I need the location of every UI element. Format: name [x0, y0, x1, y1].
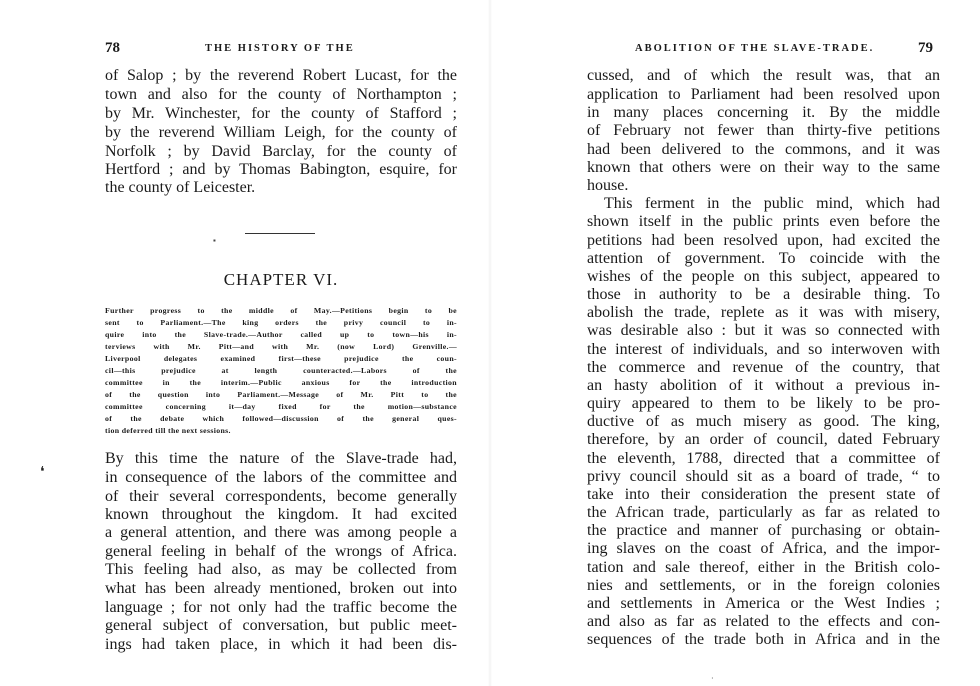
text-line: was desirable also : but it was so connected with	[587, 322, 940, 339]
ink-speck: ▪	[213, 236, 216, 245]
running-head: ABOLITION OF THE SLAVE-TRADE.	[635, 43, 875, 54]
chapter-summary-line: of the question into Parliament.—Message of Mr. Pitt to the	[105, 390, 457, 399]
page-number: 79	[918, 40, 933, 56]
text-line: attention of government. To coincide with the	[587, 250, 940, 267]
text-line: nies and settlements, or in the foreign colonies	[587, 577, 940, 594]
text-line: tation and sale thereof, either in the British colo-	[587, 559, 940, 576]
running-head: THE HISTORY OF THE	[205, 43, 355, 54]
ink-speck: ·	[711, 674, 714, 683]
text-line: Norfolk ; by David Barclay, for the county of	[105, 143, 457, 160]
text-line: of Salop ; by the reverend Robert Lucast, for the	[105, 67, 457, 84]
text-line: application to Parliament had been resolved upon	[587, 86, 940, 103]
chapter-summary-line: committee in the interim.—Public anxious for the introduction	[105, 378, 457, 387]
text-line: therefore, by an order of council, dated February	[587, 431, 940, 448]
text-line: take into their consideration the present state of	[587, 486, 940, 503]
chapter-title: CHAPTER VI.	[223, 270, 339, 289]
text-line: quiry appeared to them to be likely to be pro-	[587, 395, 940, 412]
chapter-summary-line: sent to Parliament.—The king orders the privy council to in-	[105, 318, 457, 327]
chapter-summary-line: cil—this prejudice at length counteracted.—Labors of the	[105, 366, 457, 375]
text-line: the practice and manner of purchasing or obtain-	[587, 522, 940, 539]
text-line: general subject of conversation, but public meet-	[105, 617, 457, 634]
chapter-summary-line: Liverpool delegates examined first—these prejudice the coun-	[105, 354, 457, 363]
text-line: a general attention, and there was among people a	[105, 524, 457, 541]
text-line: ing slaves on the coast of Africa, and the impor-	[587, 540, 940, 557]
text-line: by the reverend William Leigh, for the county of	[105, 124, 457, 141]
chapter-summary-line: terviews with Mr. Pitt—and with Mr. (now Lord) Grenville.—	[105, 342, 457, 351]
chapter-summary-line: Further progress to the middle of May.—Petitions begin to be	[105, 306, 457, 315]
text-line: the eleventh, 1788, directed that a committee of	[587, 450, 940, 467]
text-line: This ferment in the public mind, which had	[604, 195, 940, 212]
text-line: the county of Leicester.	[105, 179, 256, 196]
text-line: By this time the nature of the Slave-trade had,	[105, 450, 457, 467]
text-line: what has been already mentioned, broken out into	[105, 580, 457, 597]
text-line: the commerce and revenue of the country, that	[587, 359, 940, 376]
text-line: an hasty abolition of it without a previous in-	[587, 377, 940, 394]
text-line: house.	[587, 177, 629, 194]
text-line: cussed, and of which the result was, that an	[587, 67, 940, 84]
chapter-summary-line: of the debate which followed—discussion of the general ques-	[105, 414, 457, 423]
text-line: privy council should sit as a board of trade, “ to	[587, 468, 940, 485]
text-line: abolish the trade, replete as it was with misery,	[587, 304, 940, 321]
text-line: the interest of individuals, and so interwoven with	[587, 341, 940, 358]
text-line: and also as far as related to the effects and con-	[587, 613, 940, 630]
chapter-summary-line: quire into the Slave-trade.—Author called up to town—his in-	[105, 330, 457, 339]
text-line: in consequence of the labors of the committee and	[105, 469, 457, 486]
text-line: those in authority to be a desirable thing. To	[587, 286, 940, 303]
right-page	[490, 0, 980, 686]
text-line: general feeling in behalf of the wrongs of Africa.	[105, 543, 457, 560]
section-divider	[245, 233, 315, 234]
text-line: town and also for the county of Northampton ;	[105, 86, 457, 103]
text-line: petitions had been resolved upon, had excited the	[587, 232, 940, 249]
text-line: Hertford ; and by Thomas Babington, esquire, for	[105, 161, 457, 178]
text-line: This feeling had also, as may be collected from	[105, 561, 457, 578]
text-line: had been delivered to the commons, and it was	[587, 141, 940, 158]
text-line: of February not fewer than thirty-five petitions	[587, 122, 940, 139]
text-line: by Mr. Winchester, for the county of Stafford ;	[105, 105, 457, 122]
text-line: the African trade, particularly as far as related to	[587, 504, 940, 521]
text-line: and settlements in America or the West Indies ;	[587, 595, 940, 612]
text-line: in many places concerning it. By the middle	[587, 104, 940, 121]
page-number: 78	[105, 40, 120, 56]
chapter-summary-line: tion deferred till the next sessions.	[105, 426, 231, 435]
text-line: ductive of as much misery as good. The king,	[587, 413, 940, 430]
text-line: known that others were on their way to the same	[587, 159, 940, 176]
text-line: wishes of the people on this subject, appeared to	[587, 268, 940, 285]
text-line: language ; for not only had the traffic become the	[105, 599, 457, 616]
text-line: shown itself in the public prints even before the	[587, 213, 940, 230]
text-line: of their several correspondents, become generally	[105, 488, 457, 505]
text-line: ings had taken place, in which it had been dis-	[105, 636, 457, 653]
text-line: known throughout the kingdom. It had excited	[105, 506, 457, 523]
ink-speck: ❛	[40, 465, 45, 480]
chapter-summary-line: committee concerning it—day fixed for the motion—substance	[105, 402, 457, 411]
text-line: sequences of the trade both in Africa and in the	[587, 631, 940, 648]
